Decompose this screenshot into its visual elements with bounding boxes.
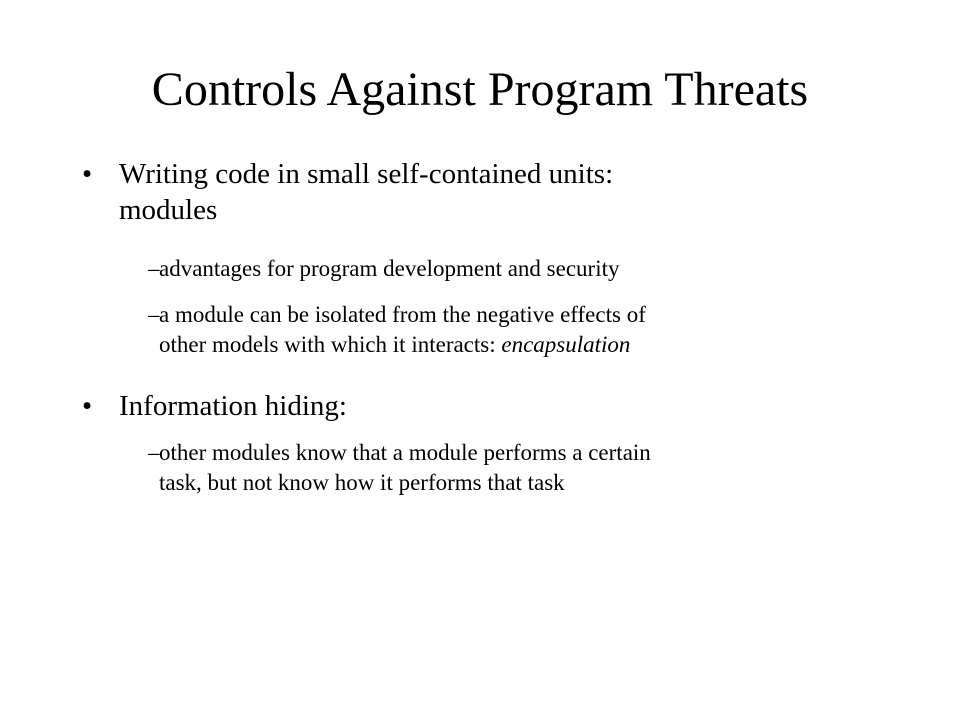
bullet-text-line: Writing code in small self-contained units:: [119, 158, 614, 190]
dash-icon: –: [148, 302, 160, 327]
bullet-icon: •: [82, 390, 93, 422]
encapsulation-emphasis: encapsulation: [501, 332, 631, 357]
subitem-text-line: advantages for program development and security: [159, 256, 620, 281]
subitem-text-prefix: other models with which it interacts:: [159, 332, 502, 357]
bullet-item-writing-code: [78, 156, 878, 228]
dash-icon: –: [148, 440, 160, 465]
subitem-text-line: a module can be isolated from the negative effects of: [159, 302, 646, 327]
subitem-text-line: other modules know that a module performs a certain: [159, 440, 651, 465]
subitem-advantages: [148, 254, 868, 284]
bullet-item-information-hiding: [78, 388, 878, 424]
subitem-module-isolated: [148, 300, 868, 360]
bullet-text-line: modules: [119, 194, 218, 226]
subitem-other-modules: [148, 438, 868, 498]
slide-title: Controls Against Program Threats: [151, 63, 809, 116]
bullet-icon: •: [82, 158, 93, 190]
bullet-text-line: Information hiding:: [119, 390, 347, 422]
subitem-text-line: task, but not know how it performs that task: [159, 470, 565, 495]
subitem-text-line: [159, 330, 868, 360]
dash-icon: –: [148, 256, 160, 281]
